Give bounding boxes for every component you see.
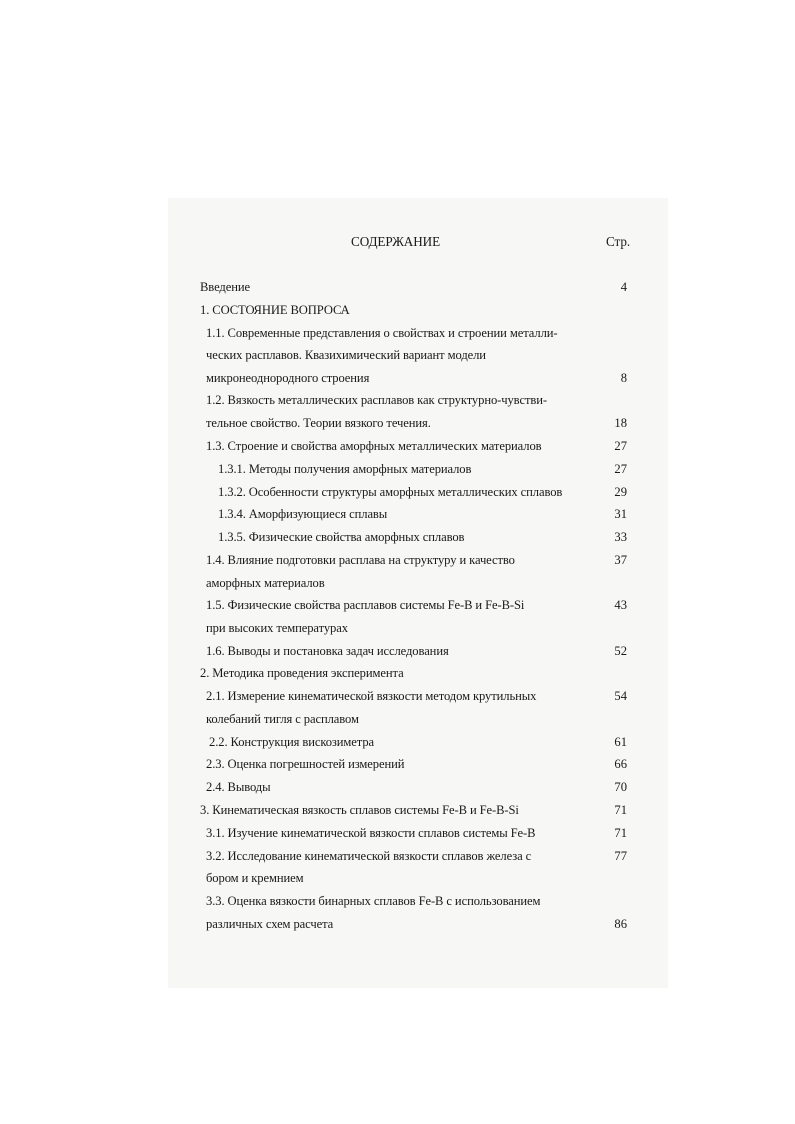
toc-entry-page: 37: [614, 553, 627, 567]
toc-entry-text: 3.2. Исследование кинематической вязкости сплавов железа с: [206, 849, 532, 863]
toc-entry-page: 31: [614, 507, 627, 521]
toc-entry-text: Введение: [200, 280, 250, 294]
toc-entry-text: колебаний тигля с расплавом: [206, 712, 359, 726]
toc-entry-text: 1.6. Выводы и постановка задач исследования: [206, 644, 449, 658]
toc-entry-page: 27: [614, 439, 627, 453]
page-title: СОДЕРЖАНИЕ: [351, 234, 441, 249]
toc-entry-page: 27: [614, 462, 627, 476]
toc-entry-page: 70: [614, 780, 627, 794]
toc-entry-text: 3.3. Оценка вязкости бинарных сплавов Fe-B с использованием: [206, 894, 541, 908]
toc-entry-page: 4: [620, 280, 627, 294]
toc-entry-text: 1.5. Физические свойства расплавов системы Fe-B и Fe-B-Si: [206, 598, 525, 612]
toc-entry-page: 86: [614, 917, 627, 931]
toc-entry-text: микронеоднородного строения: [206, 371, 370, 385]
toc-entry-text: различных схем расчета: [206, 917, 334, 931]
toc-entry-text: аморфных материалов: [206, 576, 325, 590]
toc-entry-page: 66: [614, 757, 627, 771]
toc-entry-text: 1. СОСТОЯНИЕ ВОПРОСА: [200, 303, 350, 317]
toc-entry-page: 52: [614, 644, 627, 658]
toc-entry-text: 1.1. Современные представления о свойствах и строении металли-: [206, 326, 558, 340]
toc-entry-text: 1.3. Строение и свойства аморфных металлических материалов: [206, 439, 542, 453]
toc-entry-text: бором и кремнием: [206, 871, 304, 885]
toc-entry-page: 8: [620, 371, 627, 385]
toc-entry-page: 77: [614, 849, 627, 863]
toc-entry-page: 71: [614, 826, 627, 840]
toc-entry-text: 1.3.2. Особенности структуры аморфных металлических сплавов: [218, 485, 563, 499]
toc-entry-text: 2.2. Конструкция вискозиметра: [209, 735, 375, 749]
toc-entry-page: 29: [614, 485, 627, 499]
page-column-label: Стр.: [606, 234, 631, 249]
toc-entry-page: 43: [614, 598, 627, 612]
toc-entry-text: 1.3.4. Аморфизующиеся сплавы: [218, 507, 388, 521]
toc-entry-text: 2.1. Измерение кинематической вязкости методом крутильных: [206, 689, 537, 703]
toc-entry-page: 54: [614, 689, 627, 703]
toc-entry-text: 1.3.1. Методы получения аморфных материалов: [218, 462, 472, 476]
toc-entry-text: 1.2. Вязкость металлических расплавов как структурно-чувстви-: [206, 393, 547, 407]
toc-entry-text: при высоких температурах: [206, 621, 348, 635]
toc-entry-text: 2.3. Оценка погрешностей измерений: [206, 757, 405, 771]
toc-entry-page: 18: [614, 416, 627, 430]
toc-entry-text: тельное свойство. Теории вязкого течения.: [206, 416, 431, 430]
toc-entry-page: 71: [614, 803, 627, 817]
toc-entry-text: ческих расплавов. Квазихимический вариант модели: [206, 348, 486, 362]
toc-entry-text: 3.1. Изучение кинематической вязкости сплавов системы Fe-B: [206, 826, 536, 840]
toc-entry-text: 2. Методика проведения эксперимента: [200, 666, 404, 680]
toc-entry-text: 2.4. Выводы: [206, 780, 271, 794]
toc-entry-text: 1.4. Влияние подготовки расплава на структуру и качество: [206, 553, 515, 567]
toc-entry-page: 61: [614, 735, 627, 749]
toc-entry-text: 1.3.5. Физические свойства аморфных сплавов: [218, 530, 465, 544]
toc-entry-text: 3. Кинематическая вязкость сплавов системы Fe-B и Fe-B-Si: [200, 803, 519, 817]
toc-entry-page: 33: [614, 530, 627, 544]
